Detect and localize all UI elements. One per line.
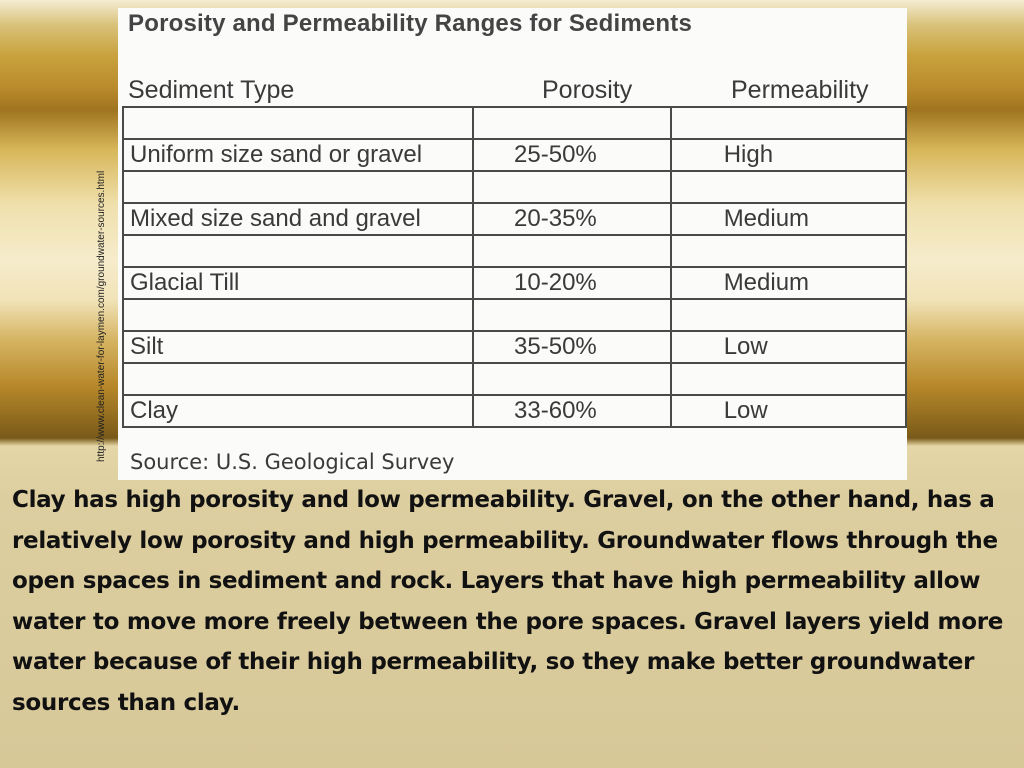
sediment-type-cell: Clay xyxy=(123,395,473,427)
permeability-cell: Medium xyxy=(671,203,906,235)
porosity-cell: 25-50% xyxy=(473,139,671,171)
porosity-cell: 33-60% xyxy=(473,395,671,427)
header-sediment-type: Sediment Type xyxy=(128,76,295,104)
permeability-cell: High xyxy=(671,139,906,171)
table-row xyxy=(123,395,906,427)
header-porosity: Porosity xyxy=(542,76,633,104)
sediment-type-cell: Glacial Till xyxy=(123,267,473,299)
table-spacer-row xyxy=(123,235,906,267)
permeability-cell: Medium xyxy=(671,267,906,299)
sediment-table xyxy=(122,106,907,428)
table-row xyxy=(123,267,906,299)
table-spacer-row xyxy=(123,299,906,331)
porosity-cell: 20-35% xyxy=(473,203,671,235)
table-source: Source: U.S. Geological Survey xyxy=(130,450,455,474)
table-spacer-row xyxy=(123,107,906,139)
sediment-type-cell: Silt xyxy=(123,331,473,363)
sediment-type-cell: Uniform size sand or gravel xyxy=(123,139,473,171)
sediment-type-cell: Mixed size sand and gravel xyxy=(123,203,473,235)
slide-body-text: Clay has high porosity and low permeability. Gravel, on the other hand, has a relatively low porosity and high permeability. Groundwater flows through the open spaces in sediment and rock. Layers that have high permeability allow water to move more freely between the pore spaces. Gravel layers yield more water because of their high permeability, so they make better groundwater sources than clay. xyxy=(12,487,1004,716)
table-spacer-row xyxy=(123,171,906,203)
table-row xyxy=(123,203,906,235)
table-row xyxy=(123,331,906,363)
permeability-cell: Low xyxy=(671,331,906,363)
porosity-cell: 35-50% xyxy=(473,331,671,363)
sediment-table-image xyxy=(118,8,907,480)
image-source-url: http://www.clean-water-for-laymen.com/groundwater-sources.html xyxy=(96,170,107,462)
table-row xyxy=(123,139,906,171)
permeability-cell: Low xyxy=(671,395,906,427)
table-spacer-row xyxy=(123,363,906,395)
porosity-cell: 10-20% xyxy=(473,267,671,299)
table-title: Porosity and Permeability Ranges for Sediments xyxy=(128,10,693,37)
header-permeability: Permeability xyxy=(731,76,869,104)
